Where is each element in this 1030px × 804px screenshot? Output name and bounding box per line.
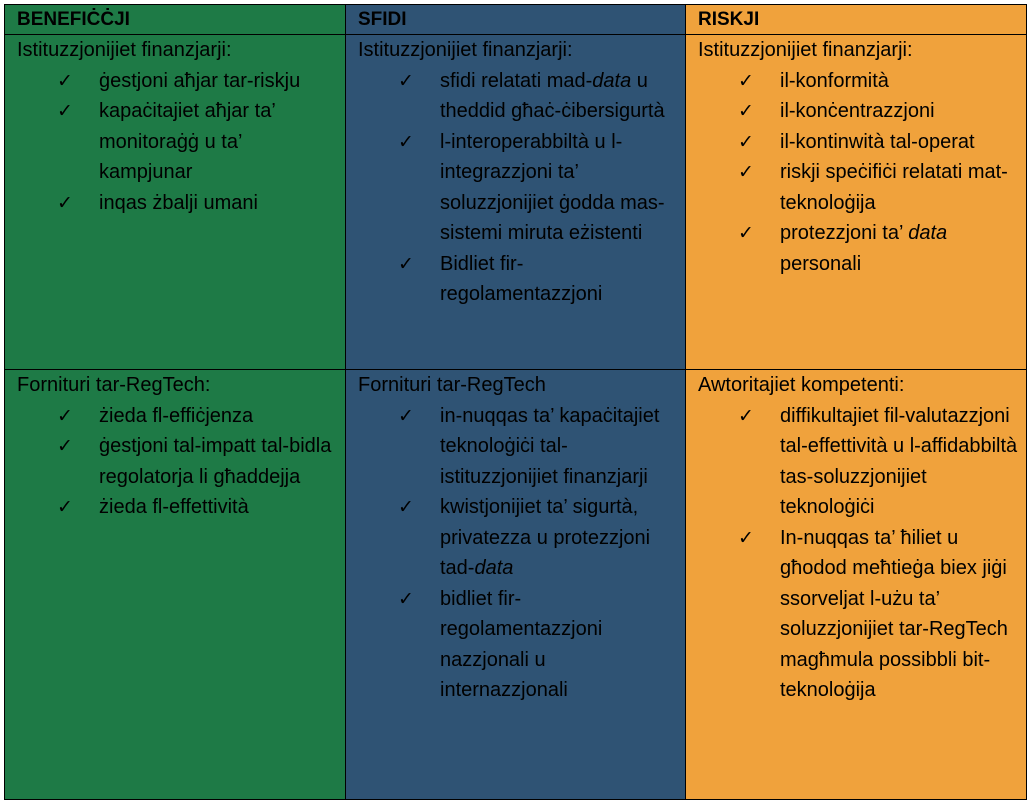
cell-challenges-institutions (346, 35, 686, 370)
item-list (358, 401, 677, 706)
list-item (738, 66, 1018, 97)
check-icon: ✓ (398, 69, 414, 92)
item-list (17, 401, 337, 523)
list-item (398, 584, 677, 706)
item-text: bidliet fir-regolamentazzjoni nazzjonali u internazzjonali (440, 587, 603, 701)
cell-title: Fornituri tar-RegTech (358, 374, 546, 396)
item-text: l-interoperabbiltà u l-integrazzjoni ta’ soluzzjonijiet ġodda mas-sistemi miruta eżistenti (440, 130, 665, 244)
check-icon: ✓ (57, 191, 73, 214)
cell-title: Fornituri tar-RegTech: (17, 374, 211, 396)
list-item (57, 66, 337, 97)
list-item (738, 401, 1018, 523)
check-icon: ✓ (57, 100, 73, 122)
item-text: il-konformità (780, 69, 889, 92)
list-item (57, 492, 337, 523)
header-risks: RISKJI (686, 5, 1027, 35)
item-text: żieda fl-effettività (99, 496, 249, 518)
header-benefits: BENEFIĊĊJI (5, 5, 346, 35)
cell-title: Awtoritajiet kompetenti: (698, 374, 905, 396)
check-icon: ✓ (738, 161, 754, 183)
list-item (398, 492, 677, 584)
list-item (738, 523, 1018, 706)
check-icon: ✓ (738, 526, 754, 549)
check-icon: ✓ (398, 496, 414, 518)
item-text: ġestjoni tal-impatt tal-bidla regolatorja li għaddejja (99, 435, 332, 488)
row-regtech-providers (5, 370, 1027, 800)
check-icon: ✓ (57, 496, 73, 518)
item-text: diffikultajiet fil-valutazzjoni tal-effettività u l-affidabbiltà tas-soluzzjonijiet teknoloġiċi (780, 404, 1018, 518)
cell-benefits-institutions (5, 35, 346, 370)
list-item (738, 218, 1018, 279)
list-item (398, 127, 677, 249)
list-item (57, 188, 337, 219)
check-icon: ✓ (57, 69, 73, 92)
item-text: protezzjoni ta’ data personali (780, 222, 948, 275)
item-text: In-nuqqas ta’ ħiliet u għodod meħtieġa biex jiġi ssorveljat l-użu ta’ soluzzjonijiet tar-RegTech magħmula possibbli bit-teknoloġija (780, 526, 1008, 701)
cell-risks-institutions (686, 35, 1027, 370)
item-text: kapaċitajiet aħjar ta’ monitoraġġ u ta’ kampjunar (99, 100, 276, 183)
list-item (738, 127, 1018, 158)
list-item (398, 249, 677, 310)
list-item (398, 66, 677, 127)
item-text: Bidliet fir-regolamentazzjoni (440, 252, 603, 305)
item-text: ġestjoni aħjar tar-riskju (99, 69, 301, 92)
item-text: sfidi relatati mad-data u theddid għaċ-ċibersigurtà (440, 69, 665, 122)
check-icon: ✓ (398, 404, 414, 427)
check-icon: ✓ (398, 252, 414, 275)
cell-risks-authorities (686, 370, 1027, 800)
row-financial-institutions (5, 35, 1027, 370)
item-text: kwistjonijiet ta’ sigurtà, privatezza u protezzjoni tad-data (440, 496, 651, 579)
item-list (698, 401, 1018, 706)
cell-benefits-providers (5, 370, 346, 800)
check-icon: ✓ (738, 130, 754, 153)
list-item (57, 96, 337, 188)
item-list (17, 66, 337, 219)
check-icon: ✓ (738, 100, 754, 122)
item-text: riskji speċifiċi relatati mat-teknoloġija (780, 161, 1008, 214)
check-icon: ✓ (57, 404, 73, 427)
check-icon: ✓ (738, 69, 754, 92)
item-text: il-konċentrazzjoni (780, 100, 935, 122)
item-list (358, 66, 677, 310)
list-item (398, 401, 677, 493)
check-icon: ✓ (738, 222, 754, 244)
list-item (57, 401, 337, 432)
list-item (57, 431, 337, 492)
item-text: il-kontinwità tal-operat (780, 130, 975, 153)
check-icon: ✓ (398, 587, 414, 610)
check-icon: ✓ (57, 435, 73, 457)
header-challenges: SFIDI (346, 5, 686, 35)
item-text: in-nuqqas ta’ kapaċitajiet teknoloġiċi tal-istituzzjonijiet finanzjarji (440, 404, 660, 488)
list-item (738, 157, 1018, 218)
check-icon: ✓ (738, 404, 754, 427)
comparison-table (4, 4, 1027, 800)
cell-title: Istituzzjonijiet finanzjarji: (358, 39, 573, 61)
item-text: żieda fl-effiċjenza (99, 404, 254, 427)
check-icon: ✓ (398, 130, 414, 153)
cell-challenges-providers (346, 370, 686, 800)
header-row (5, 5, 1027, 35)
item-text: inqas żbalji umani (99, 191, 258, 214)
list-item (738, 96, 1018, 127)
cell-title: Istituzzjonijiet finanzjarji: (17, 39, 232, 61)
item-list (698, 66, 1018, 280)
cell-title: Istituzzjonijiet finanzjarji: (698, 39, 913, 61)
